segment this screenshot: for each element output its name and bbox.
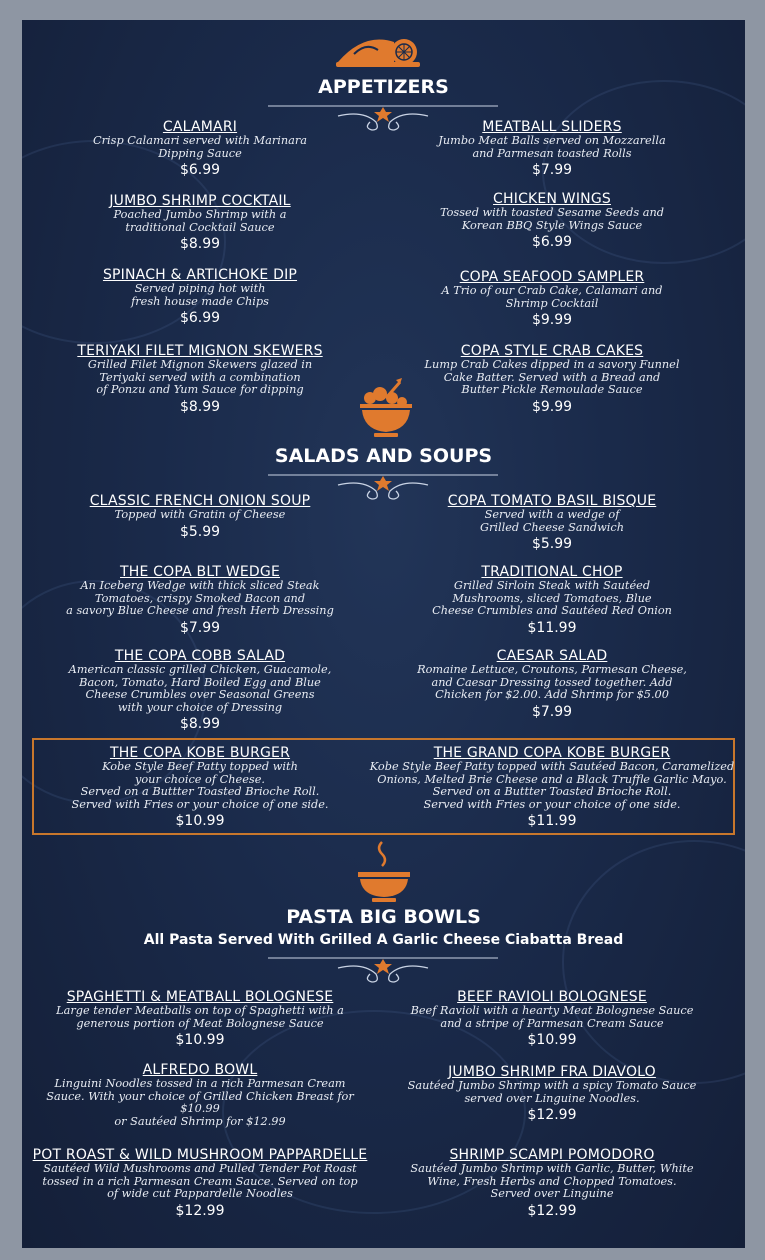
seafood-platter-icon [334,28,422,72]
item-description: Sautéed Jumbo Shrimp with a spicy Tomato Sauce served over Linguine Noodles. [407,1079,697,1105]
item-price: $6.99 [179,310,221,327]
item-description: Served piping hot with fresh house made Chips [131,282,269,308]
menu-item-copa-style-crab-cakes [410,343,694,416]
item-price: $7.99 [531,162,573,179]
item-name: TERIYAKI FILET MIGNON SKEWERS [77,343,323,359]
item-description: Sautéed Jumbo Shrimp with Garlic, Butter, White Wine, Fresh Herbs and Chopped Tomatoes. Served over Linguine [410,1162,694,1201]
item-price: $10.99 [527,1032,577,1049]
menu-item-spinach-artichoke-dip [60,267,340,327]
menu-item-copa-tomato-basil-bisque [410,493,694,553]
item-name: CALAMARI [162,119,238,135]
item-name: SPAGHETTI & MEATBALL BOLOGNESE [66,989,334,1005]
salads-soups-heading: SALADS AND SOUPS [274,445,493,467]
item-price: $9.99 [531,398,573,415]
item-description: Beef Ravioli with a hearty Meat Bolognese Sauce and a stripe of Parmesan Cream Sauce [410,1004,694,1030]
menu-item-caesar-salad [410,648,694,721]
item-price: $12.99 [527,1107,577,1124]
item-price: $11.99 [527,813,577,830]
item-description: An Iceberg Wedge with thick sliced Steak Tomatoes, crispy Smoked Bacon and a savory Blue Cheese and fresh Herb Dressing [66,579,334,618]
menu-item-grand-copa-kobe-burger [366,745,738,830]
item-name: COPA SEAFOOD SAMPLER [459,269,645,285]
item-name: THE COPA COBB SALAD [114,648,286,664]
item-price: $5.99 [531,536,573,553]
item-name: COPA STYLE CRAB CAKES [460,343,644,359]
item-name: CLASSIC FRENCH ONION SOUP [89,493,311,509]
menu-item-alfredo-bowl [30,1062,370,1128]
menu-item-beef-ravioli-bolognese [400,989,704,1049]
item-name: POT ROAST & WILD MUSHROOM PAPPARDELLE [32,1147,368,1163]
item-description: American classic grilled Chicken, Guacamole, Bacon, Tomato, Hard Boiled Egg and Blue Cheese Crumbles over Seasonal Greens with your choice of Dressing [68,663,332,714]
item-name: TRADITIONAL CHOP [481,564,623,580]
item-description: A Trio of our Crab Cake, Calamari and Shrimp Cocktail [441,284,663,310]
menu-item-copa-blt-wedge [50,564,350,637]
item-description: Sautéed Wild Mushrooms and Pulled Tender Pot Roast tossed in a rich Parmesan Cream Sauce. Served on top of wide cut Pappardelle Noodles [42,1162,358,1201]
item-description: Poached Jumbo Shrimp with a traditional Cocktail Sauce [113,208,287,234]
item-name: THE GRAND COPA KOBE BURGER [433,745,671,761]
menu-item-copa-kobe-burger [50,745,350,830]
item-name: ALFREDO BOWL [142,1062,258,1078]
item-description: Topped with Gratin of Cheese [114,508,286,521]
item-price: $7.99 [531,703,573,720]
item-description: Romaine Lettuce, Croutons, Parmesan Cheese, and Caesar Dressing tossed together. Add Chicken for $2.00. Add Shrimp for $5.00 [417,663,687,702]
menu-item-pot-roast-mushroom-pappardelle [30,1147,370,1220]
item-price: $11.99 [527,619,577,636]
item-price: $12.99 [527,1202,577,1219]
item-price: $9.99 [531,312,573,329]
item-price: $5.99 [179,523,221,540]
item-description: Served with a wedge of Grilled Cheese Sandwich [479,508,624,534]
item-price: $6.99 [531,234,573,251]
menu-item-calamari [60,119,340,179]
item-price: $12.99 [175,1202,225,1219]
item-name: JUMBO SHRIMP FRA DIAVOLO [448,1064,656,1080]
item-price: $10.99 [175,1032,225,1049]
menu-item-meatball-sliders [410,119,694,179]
item-price: $8.99 [179,716,221,733]
item-name: CHICKEN WINGS [493,191,611,207]
item-description: Crisp Calamari served with Marinara Dipping Sauce [93,134,307,160]
menu-item-traditional-chop [410,564,694,637]
pasta-heading: PASTA BIG BOWLS [286,906,481,928]
menu-item-classic-french-onion-soup [60,493,340,541]
item-price: $10.99 [175,813,225,830]
steaming-bowl-icon [356,840,412,902]
item-name: THE COPA BLT WEDGE [120,564,280,580]
item-name: THE COPA KOBE BURGER [109,745,291,761]
item-name: JUMBO SHRIMP COCKTAIL [109,193,291,209]
item-name: CAESAR SALAD [496,648,608,664]
item-name: BEEF RAVIOLI BOLOGNESE [457,989,647,1005]
item-price: $6.99 [179,162,221,179]
menu-item-copa-cobb-salad [50,648,350,733]
item-description: Linguini Noodles tossed in a rich Parmesan Cream Sauce. With your choice of Grilled Chicken Breast for $10.99 or Sautéed Shrimp for $12.99 [46,1077,354,1128]
item-description: Grilled Filet Mignon Skewers glazed in Teriyaki served with a combination of Ponzu and Yum Sauce for dipping [87,358,313,397]
menu-item-copa-seafood-sampler [410,269,694,329]
item-description: Jumbo Meat Balls served on Mozzarella and Parmesan toasted Rolls [438,134,666,160]
ornament-divider [268,952,498,988]
item-description: Tossed with toasted Sesame Seeds and Korean BBQ Style Wings Sauce [439,206,665,232]
item-description: Large tender Meatballs on top of Spaghetti with a generous portion of Meat Bolognese Sauce [56,1004,344,1030]
item-name: COPA TOMATO BASIL BISQUE [447,493,657,509]
menu-item-jumbo-shrimp-cocktail [60,193,340,253]
menu-item-teriyaki-filet-mignon-skewers [60,343,340,416]
item-description: Grilled Sirloin Steak with Sautéed Mushrooms, sliced Tomatoes, Blue Cheese Crumbles and Sautéed Red Onion [432,579,672,618]
item-price: $8.99 [179,236,221,253]
menu-item-shrimp-scampi-pomodoro [400,1147,704,1220]
item-description: Kobe Style Beef Patty topped with Sautéed Bacon, Caramelized Onions, Melted Brie Cheese and a Black Truffle Garlic Mayo. Served on a Buttter Toasted Brioche Roll. Served with Fries or your choice of one side. [369,760,735,811]
item-price: $8.99 [179,398,221,415]
item-name: MEATBALL SLIDERS [482,119,622,135]
item-name: SPINACH & ARTICHOKE DIP [102,267,298,283]
salad-bowl-icon [356,376,416,438]
pasta-subheading: All Pasta Served With Grilled A Garlic Cheese Ciabatta Bread [143,932,624,948]
item-description: Kobe Style Beef Patty topped with your choice of Cheese. Served on a Buttter Toasted Brioche Roll. Served with Fries or your choice of one side. [71,760,329,811]
menu-page [22,20,745,1248]
menu-item-spaghetti-meatball-bolognese [40,989,360,1049]
item-name: SHRIMP SCAMPI POMODORO [449,1147,655,1163]
item-price: $7.99 [179,619,221,636]
appetizers-heading: APPETIZERS [318,76,449,98]
menu-item-chicken-wings [410,191,694,251]
item-description: Lump Crab Cakes dipped in a savory Funnel Cake Batter. Served with a Bread and Butter Pickle Remoulade Sauce [424,358,680,397]
menu-item-jumbo-shrimp-fra-diavolo [400,1064,704,1124]
